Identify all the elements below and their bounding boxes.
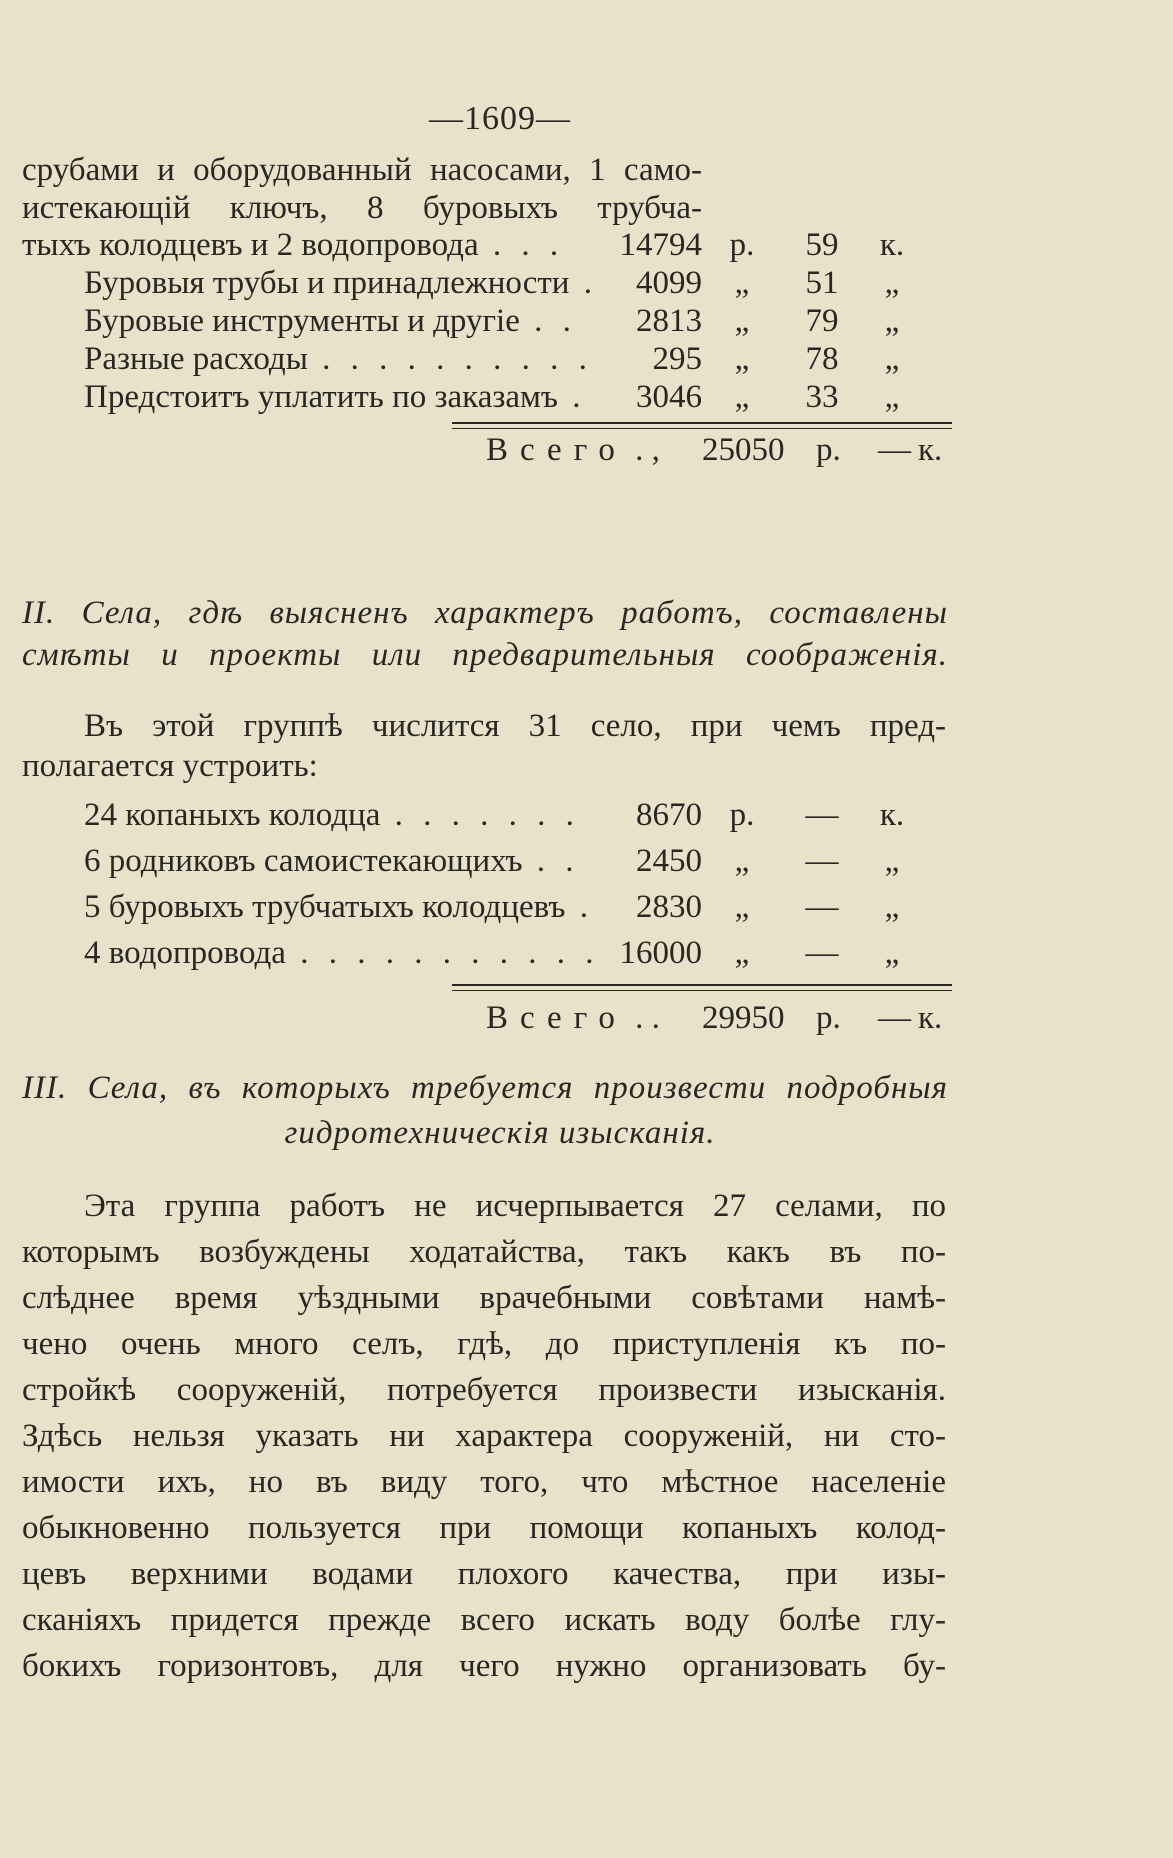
row-amount: 2830 bbox=[636, 889, 702, 925]
paragraph-line: стройкѣ сооруженій, потребуется произвести изысканія. bbox=[22, 1372, 946, 1408]
row-kop-unit: „ bbox=[884, 843, 900, 879]
row-leader: . . bbox=[522, 843, 580, 879]
row-label: Буровые инструменты и другіе bbox=[84, 303, 520, 339]
total-kop: — bbox=[878, 432, 911, 468]
row-amount: 295 bbox=[652, 341, 702, 377]
paragraph-line: цевъ верхними водами плохого качества, при изы- bbox=[22, 1556, 946, 1592]
row-amount: 16000 bbox=[619, 935, 702, 971]
total-label: Всего bbox=[486, 1000, 627, 1036]
table1-row bbox=[84, 379, 952, 419]
row-kop-unit: к. bbox=[879, 797, 905, 833]
row-kop: 51 bbox=[805, 265, 839, 301]
total-rule bbox=[452, 422, 952, 424]
table2-total bbox=[486, 1000, 952, 1040]
row-kop: 79 bbox=[805, 303, 839, 339]
row-label: тыхъ колодцевъ и 2 водопровода bbox=[22, 227, 479, 263]
page-number: —1609— bbox=[429, 100, 571, 137]
section2-intro-line1: Въ этой группѣ числится 31 село, при чемъ пред- bbox=[84, 708, 946, 744]
row-unit: р. bbox=[729, 227, 755, 263]
row-kop-unit: „ bbox=[884, 935, 900, 971]
table1-row bbox=[84, 341, 952, 381]
row-unit: „ bbox=[734, 341, 750, 377]
total-unit: р. bbox=[816, 432, 841, 468]
paragraph-line: обыкновенно пользуется при помощи копаныхъ колод- bbox=[22, 1510, 946, 1546]
row-kop-unit: к. bbox=[879, 227, 905, 263]
total-amount: 25050 bbox=[702, 432, 785, 468]
row-kop: 78 bbox=[805, 341, 839, 377]
table2-row bbox=[84, 935, 952, 975]
row-unit: „ bbox=[734, 265, 750, 301]
row-label: 6 родниковъ самоистекающихъ bbox=[84, 843, 523, 879]
row-kop-unit: „ bbox=[884, 303, 900, 339]
row-amount: 2450 bbox=[636, 843, 702, 879]
row-unit: „ bbox=[734, 379, 750, 415]
table2-row bbox=[84, 843, 952, 883]
row-unit: „ bbox=[734, 935, 750, 971]
row-label: 5 буровыхъ трубчатыхъ колодцевъ bbox=[84, 889, 566, 925]
row-label: 4 водопровода bbox=[84, 935, 286, 971]
intro-line-2: истекающій ключъ, 8 буровыхъ трубча- bbox=[22, 190, 702, 226]
section3-heading-line1: III. Села, въ которыхъ требуется произвести подробныя bbox=[22, 1070, 948, 1106]
paragraph-line: сканіяхъ придется прежде всего искать воду болѣе глу- bbox=[22, 1602, 946, 1638]
row-unit: „ bbox=[734, 889, 750, 925]
row-kop: — bbox=[805, 889, 839, 925]
row-leader: . . bbox=[519, 303, 577, 339]
row-kop: 33 bbox=[805, 379, 839, 415]
row-kop: 59 bbox=[805, 227, 839, 263]
row-leader: . bbox=[558, 379, 587, 415]
row-label: Буровыя трубы и принадлежности bbox=[84, 265, 570, 301]
total-leader: . , bbox=[635, 432, 660, 468]
total-kop-unit: к. bbox=[918, 1000, 943, 1036]
total-label: Всего bbox=[486, 432, 627, 468]
section3-heading-line2: гидротехническія изысканія. bbox=[284, 1115, 716, 1151]
row-unit: „ bbox=[734, 303, 750, 339]
row-kop-unit: „ bbox=[884, 889, 900, 925]
row-leader: . . . . . . . bbox=[380, 797, 580, 833]
row-kop: — bbox=[805, 935, 839, 971]
paragraph-line: чено очень много селъ, гдѣ, до приступленія къ по- bbox=[22, 1326, 946, 1362]
section2-heading-line2: смѣты и проекты или предварительныя соображенія. bbox=[22, 637, 948, 673]
table1-total bbox=[486, 432, 952, 472]
row-kop: — bbox=[805, 797, 839, 833]
total-rule bbox=[452, 984, 952, 986]
table2-row bbox=[84, 889, 952, 929]
row-leader: . . . . . . . . . . bbox=[307, 341, 593, 377]
paragraph-line: бокихъ горизонтовъ, для чего нужно организовать бу- bbox=[22, 1648, 946, 1684]
row-amount: 3046 bbox=[636, 379, 702, 415]
row-label: Разные расходы bbox=[84, 341, 308, 377]
total-unit: р. bbox=[816, 1000, 841, 1036]
row-amount: 8670 bbox=[636, 797, 702, 833]
row-label: 24 копаныхъ колодца bbox=[84, 797, 381, 833]
row-amount: 2813 bbox=[636, 303, 702, 339]
table1-row bbox=[84, 265, 952, 305]
total-kop: — bbox=[878, 1000, 911, 1036]
table1-row bbox=[22, 227, 952, 267]
row-leader: . . . bbox=[478, 227, 565, 263]
section2-heading-line1: II. Села, гдѣ выясненъ характеръ работъ, составлены bbox=[22, 595, 948, 631]
paragraph-line: слѣднее время уѣздными врачебными совѣтами намѣ- bbox=[22, 1280, 946, 1316]
row-kop-unit: „ bbox=[884, 341, 900, 377]
table1-row bbox=[84, 303, 952, 343]
row-leader: . bbox=[565, 889, 594, 925]
row-leader: . bbox=[569, 265, 598, 301]
section2-intro-line2: полагается устроить: bbox=[22, 748, 318, 784]
total-rule bbox=[452, 428, 952, 429]
row-amount: 14794 bbox=[619, 227, 702, 263]
total-amount: 29950 bbox=[702, 1000, 785, 1036]
total-kop-unit: к. bbox=[918, 432, 943, 468]
row-kop: — bbox=[805, 843, 839, 879]
table2-row bbox=[84, 797, 952, 837]
row-unit: р. bbox=[729, 797, 755, 833]
total-leader: . . bbox=[635, 1000, 660, 1036]
paragraph-line: имости ихъ, но въ виду того, что мѣстное населеніе bbox=[22, 1464, 946, 1500]
intro-line-1: срубами и оборудованный насосами, 1 само- bbox=[22, 152, 702, 188]
row-kop-unit: „ bbox=[884, 265, 900, 301]
row-amount: 4099 bbox=[636, 265, 702, 301]
row-unit: „ bbox=[734, 843, 750, 879]
paragraph-line: Эта группа работъ не исчерпывается 27 селами, по bbox=[84, 1188, 946, 1224]
row-label: Предстоитъ уплатить по заказамъ bbox=[84, 379, 558, 415]
row-leader: . . . . . . . . . . . bbox=[285, 935, 600, 971]
row-kop-unit: „ bbox=[884, 379, 900, 415]
total-rule bbox=[452, 990, 952, 991]
paragraph-line: которымъ возбуждены ходатайства, такъ какъ въ по- bbox=[22, 1234, 946, 1270]
paragraph-line: Здѣсь нельзя указать ни характера сооруженій, ни сто- bbox=[22, 1418, 946, 1454]
